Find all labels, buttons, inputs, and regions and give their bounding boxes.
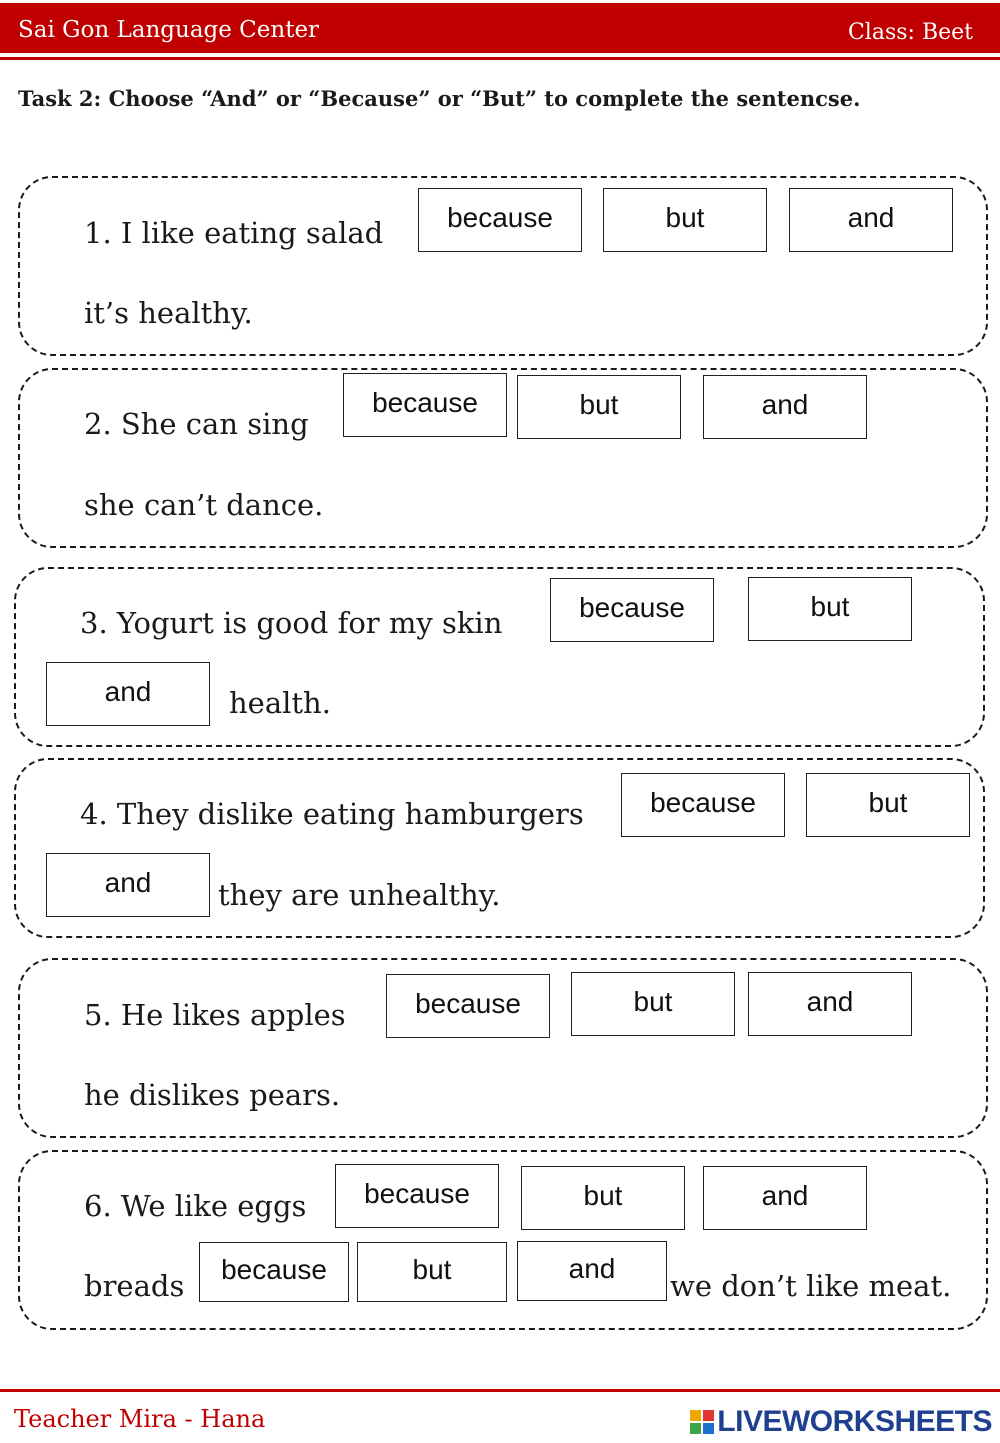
- question-5-text: 5. He likes apples: [84, 998, 346, 1032]
- question-3-text: 3. Yogurt is good for my skin: [80, 606, 503, 640]
- question-2-text: 2. She can sing: [84, 407, 309, 441]
- q6-option-because-1[interactable]: because: [335, 1164, 499, 1228]
- class-label: Class: Beet: [847, 20, 973, 45]
- q2-option-and[interactable]: and: [703, 375, 867, 439]
- q6-option-because-2[interactable]: because: [199, 1242, 349, 1302]
- header-bar: [0, 3, 1000, 53]
- q5-option-but[interactable]: but: [571, 972, 735, 1036]
- task-instruction: Task 2: Choose “And” or “Because” or “But” to complete the sentencse.: [18, 86, 861, 111]
- q6-option-and-1[interactable]: and: [703, 1166, 867, 1230]
- q4-option-but[interactable]: but: [806, 773, 970, 837]
- brand-name: LIVEWORKSHEETS: [717, 1405, 992, 1438]
- q6-option-and-2[interactable]: and: [517, 1241, 667, 1301]
- header-divider: [0, 57, 1000, 60]
- q4-option-and[interactable]: and: [46, 853, 210, 917]
- q3-option-because[interactable]: because: [550, 578, 714, 642]
- teacher-name: Teacher Mira - Hana: [14, 1405, 266, 1433]
- q1-option-and[interactable]: and: [789, 188, 953, 252]
- liveworksheets-logo-icon: [690, 1410, 714, 1434]
- q1-option-but[interactable]: but: [603, 188, 767, 252]
- q6-option-but-2[interactable]: but: [357, 1242, 507, 1302]
- question-2-ending: she can’t dance.: [84, 488, 324, 522]
- q1-option-because[interactable]: because: [418, 188, 582, 252]
- question-6-text: 6. We like eggs: [84, 1189, 307, 1223]
- q2-option-because[interactable]: because: [343, 373, 507, 437]
- question-1-ending: it’s healthy.: [84, 296, 253, 330]
- q5-option-and[interactable]: and: [748, 972, 912, 1036]
- q3-option-but[interactable]: but: [748, 577, 912, 641]
- footer-divider: [0, 1389, 1000, 1392]
- q4-option-because[interactable]: because: [621, 773, 785, 837]
- q3-option-and[interactable]: and: [46, 662, 210, 726]
- q6-option-but-1[interactable]: but: [521, 1166, 685, 1230]
- question-1-text: 1. I like eating salad: [84, 216, 384, 250]
- q2-option-but[interactable]: but: [517, 375, 681, 439]
- question-4-text: 4. They dislike eating hamburgers: [80, 797, 584, 831]
- question-4-ending: they are unhealthy.: [218, 878, 501, 912]
- liveworksheets-logo: [690, 1404, 992, 1440]
- center-name: Sai Gon Language Center: [18, 17, 320, 43]
- question-5-ending: he dislikes pears.: [84, 1078, 341, 1112]
- question-6-ending: we don’t like meat.: [670, 1269, 952, 1303]
- question-3-ending: health.: [229, 686, 331, 720]
- question-6-middle: breads: [84, 1269, 185, 1303]
- q5-option-because[interactable]: because: [386, 974, 550, 1038]
